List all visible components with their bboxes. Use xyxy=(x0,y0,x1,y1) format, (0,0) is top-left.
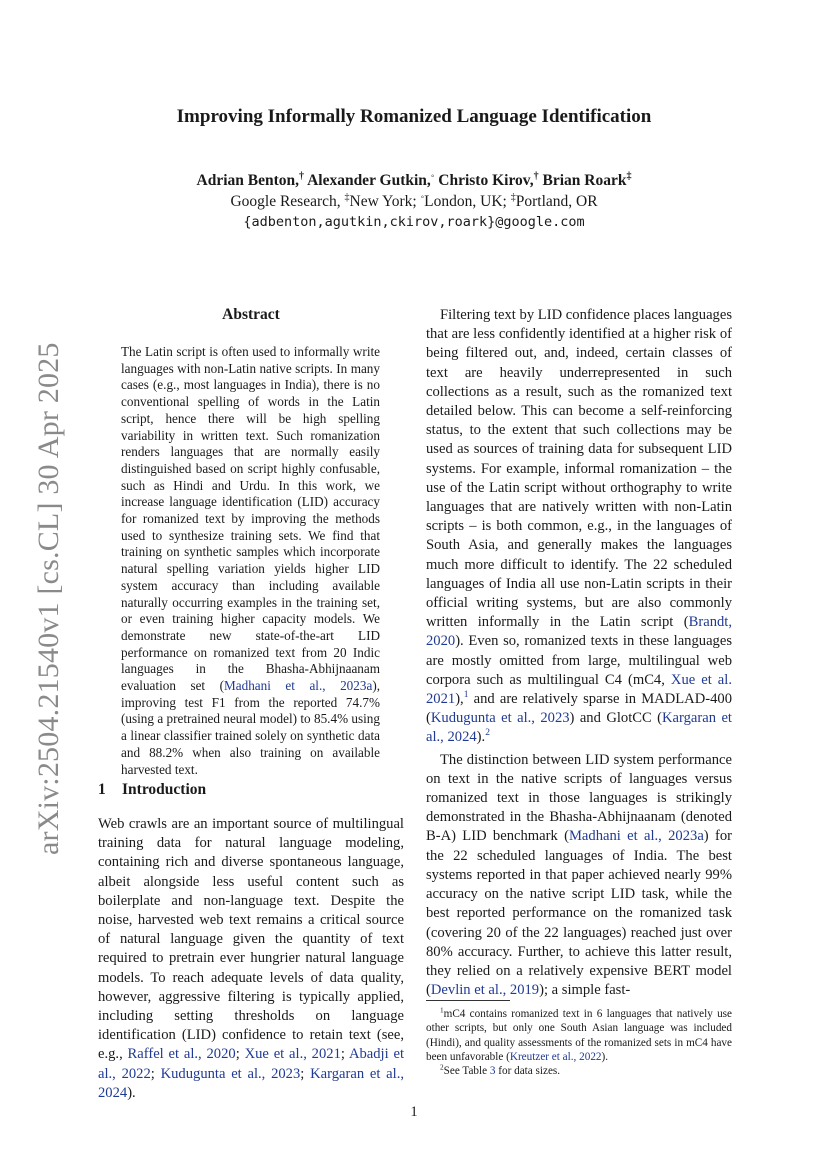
arxiv-identifier: arXiv:2504.21540v1 [cs.CL] 30 Apr 2025 xyxy=(32,342,65,855)
paper-title: Improving Informally Romanized Language Identification xyxy=(176,106,652,127)
body-paragraph: Filtering text by LID confidence places languages that are less confidently identified at a higher risk of being filtered out, and, indeed, certain classes of text are heavily underrepresented in such collections as a result, such as the romanized text detailed below. This can become a self-reinforcing status, to the extent that such collections may be used as sources of training data for subsequent LID systems. For example, informal romanization – the use of the Latin script without orthography to write languages that are natively written with non-Latin scripts – is both common, e.g., in the languages of South Asia, and generally makes the languages much more difficult to identify. The 22 scheduled languages of India all use non-Latin scripts in their official writing systems, but are also commonly written informally in the Latin script (Brandt, 2020). Even so, romanized texts in these languages are mostly omitted from large, multilingual web corpora such as multilingual C4 (mC4, Xue et al. 2021),$^1$ and are relatively sparse in MADLAD-400 (Kudugunta et al., 2023) and GlotCC (Kargaran et al., 2024).$^2$ xyxy=(426,307,732,746)
footnote-rule xyxy=(426,1000,510,1001)
arxiv-sidebar xyxy=(12,342,65,855)
section-number: 1 xyxy=(98,781,106,798)
section-title: Introduction xyxy=(122,781,207,798)
page-number: 1 xyxy=(410,1104,418,1120)
author-block xyxy=(0,170,828,233)
introduction-paragraph: Web crawls are an important source of multilingual training data for natural language modeling, containing rich and diverse spontaneous language, albeit alongside less useful content such as boilerplate and non-language text. Despite the noise, harvested web text remains a critical source of natural language given the quantity of text required to pretrain ever hungrier natural language models. To reach adequate levels of data quality, however, aggressive filtering is typically applied, including setting thresholds on language identification (LID) confidence to retain text (see, e.g., Raffel et al., 2020; Xue et al., 2021; Abadji et al., 2022; Kudugunta et al., 2023; Kargaran et al., 2024). xyxy=(98,816,404,1101)
author-emails: {adbenton,agutkin,ckirov,roark}@google.com xyxy=(243,214,585,230)
right-column xyxy=(426,306,732,1000)
abstract-heading: Abstract xyxy=(222,306,280,323)
abstract-body: The Latin script is often used to informally write languages with non-Latin native scripts. In many cases (e.g., most languages in India), there is no conventional spelling of words in the Latin script, hence there will be high spelling variability in written text. Such romanization renders languages that are normally easily distinguished based on script highly confusable, such as Hindi and Urdu. In this work, we increase language identification (LID) accuracy for romanized text by improving the methods used to synthesize training sets. We find that training on synthetic samples which incorporate natural spelling variation yields higher LID system accuracy than including available naturally occurring examples in the training set, or even training higher capacity models. We demonstrate new state-of-the-art LID performance on romanized text from 20 Indic languages in the Bhasha-Abhijnaanam evaluation set (Madhani et al., 2023a), improving test F1 from the reported 74.7% (using a pretrained neural model) to 85.4% using a linear classifier trained solely on synthetic data and 88.2% when also training on available harvested text. xyxy=(121,344,381,777)
footnote: $^1$mC4 contains romanized text in 6 languages that natively use other scripts, but only one South Asian language was included (Hindi), and quality assessments of the romanized sets in mC4 have been unfavorable (Kreutzer et al., 2022). xyxy=(426,1006,732,1063)
footnote: $^2$See Table 3 for data sizes. xyxy=(440,1063,561,1078)
footnotes xyxy=(426,1007,732,1078)
author-affiliations: Google Research, ‡New York; ◦London, UK; ‡Portland, OR xyxy=(230,191,598,210)
author-names: Adrian Benton,† Alexander Gutkin,◦ Christo Kirov,† Brian Roark‡ xyxy=(196,170,632,189)
section-heading xyxy=(98,781,206,799)
body-paragraph: The distinction between LID system performance on text in the native scripts of languages versus romanized text in those languages is strikingly demonstrated in the Bhasha-Abhijnaanam (denoted B-A) LID benchmark (Madhani et al., 2023a) for the 22 scheduled languages of India. The best systems reported in that paper achieved nearly 99% accuracy on the native script LID task, while the best reported performance on the romanized task (covering 20 of the 22 languages) reached just over 80% accuracy. Further, to achieve this latter result, they relied on a relatively expensive BERT model (Devlin et al., 2019); a simple fast- xyxy=(426,751,732,999)
